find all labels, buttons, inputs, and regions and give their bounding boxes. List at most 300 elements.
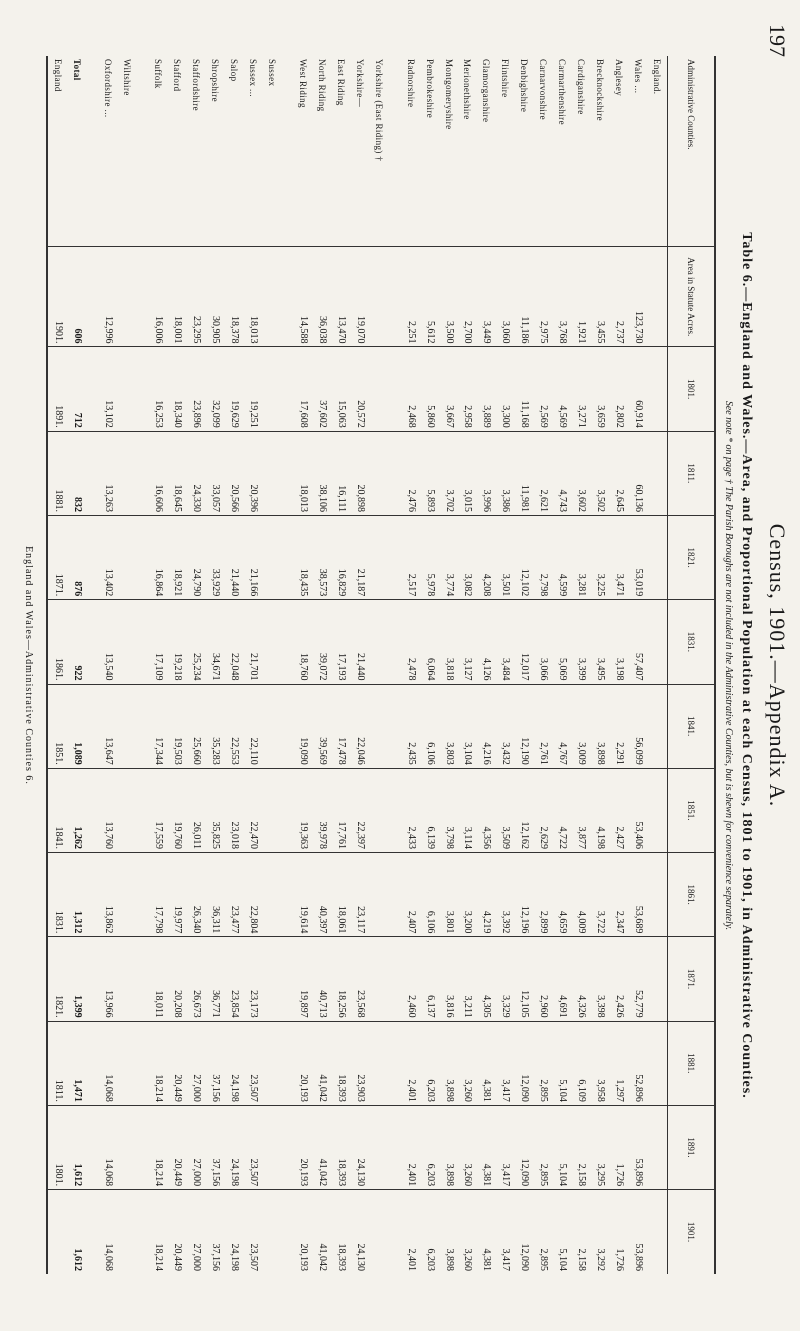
table-row [294,56,313,1274]
cell-value: 1891. [47,347,67,431]
cell-value [118,937,137,1021]
cell-value [648,431,668,515]
cell-value: 22,048 [225,600,244,684]
table-note: See note * on page † The Parish Boroughs are not included in the Administrative Counties, but is shewn for convenience separately. [723,400,734,931]
cell-value: 20,396 [244,431,263,515]
cell-value: 20,208 [168,937,187,1021]
cell-value: 33,057 [206,431,225,515]
column-header: 1841. [668,684,716,768]
cell-value: 24,198 [225,1190,244,1274]
cell-value: 3,260 [458,1021,477,1105]
cell-value [137,515,149,599]
cell-value: 23,507 [244,1105,263,1189]
cell-value [86,1105,98,1189]
cell-value: 23,295 [187,247,206,347]
cell-value: 2,291 [610,684,629,768]
row-label: Oxfordshire ... [103,59,114,118]
cell-value: 20,572 [351,347,370,431]
row-label: Carmarthenshire [557,59,568,125]
cell-value: 21,187 [351,515,370,599]
cell-value [370,1105,389,1189]
cell-value: 3,211 [458,937,477,1021]
cell-value: 4,381 [477,1105,496,1189]
cell-value: 4,691 [553,937,572,1021]
cell-value: 26,673 [187,937,206,1021]
table-header-row [668,56,716,1274]
column-header: Administrative Counties. [668,56,716,247]
row-label: England. [652,59,663,95]
running-title: Census, 1901.—Appendix A. [765,523,790,808]
cell-value: 13,862 [99,853,118,937]
cell-value: 4,326 [572,937,591,1021]
table-row [351,56,370,1274]
cell-value: 4,569 [553,347,572,431]
cell-value: 2,426 [610,937,629,1021]
cell-value [263,937,282,1021]
table-row [477,56,496,1274]
cell-value [263,347,282,431]
cell-value [370,853,389,937]
cell-value: 3,818 [439,600,458,684]
cell-value: 19,760 [168,768,187,852]
cell-value: 19,090 [294,684,313,768]
cell-value [282,347,294,431]
column-header: 1861. [668,853,716,937]
cell-value: 4,722 [553,768,572,852]
cell-value: 27,000 [187,1105,206,1189]
cell-value: 1,262 [67,768,86,852]
table-row [629,56,648,1274]
cell-value: 3,768 [553,247,572,347]
cell-value: 2,569 [534,347,553,431]
cell-value: 13,966 [99,937,118,1021]
cell-value [118,853,137,937]
cell-value: 6,064 [420,600,439,684]
cell-value: 39,072 [313,600,332,684]
cell-value: 13,647 [99,684,118,768]
cell-value: 18,645 [168,431,187,515]
cell-value: 5,104 [553,1105,572,1189]
cell-value: 6,109 [572,1021,591,1105]
cell-value [263,247,282,347]
cell-value: 3,803 [439,684,458,768]
cell-value: 5,104 [553,1190,572,1274]
cell-value [370,431,389,515]
section-heading-row [370,56,389,1274]
cell-value: 3,798 [439,768,458,852]
cell-value: 12,017 [515,600,534,684]
cell-value [137,768,149,852]
cell-value [118,600,137,684]
row-label [86,56,98,247]
cell-value: 26,011 [187,768,206,852]
cell-value: 2,158 [572,1190,591,1274]
cell-value: 3,104 [458,684,477,768]
cell-value: 53,896 [629,1190,648,1274]
cell-value: 35,283 [206,684,225,768]
column-header: Area in Statute Acres. [668,247,716,347]
cell-value: 16,006 [149,247,168,347]
cell-value [86,515,98,599]
cell-value [389,853,401,937]
cell-value [263,515,282,599]
column-header: 1821. [668,515,716,599]
cell-value: 24,198 [225,1105,244,1189]
cell-value: 2,621 [534,431,553,515]
cell-value: 3,702 [439,431,458,515]
cell-value: 1,471 [67,1021,86,1105]
cell-value: 3,774 [439,515,458,599]
row-label: England [47,56,67,247]
table-row [149,56,168,1274]
cell-value: 922 [67,600,86,684]
cell-value: 52,896 [629,1021,648,1105]
cell-value [389,937,401,1021]
cell-value: 22,397 [351,768,370,852]
cell-value: 24,330 [187,431,206,515]
page-footer: England and Wales—Administrative Counties 6. [23,546,34,785]
cell-value: 2,895 [534,1190,553,1274]
cell-value: 3,958 [591,1021,610,1105]
cell-value [648,515,668,599]
cell-value: 20,449 [168,1190,187,1274]
cell-value: 18,760 [294,600,313,684]
cell-value: 21,166 [244,515,263,599]
cell-value: 3,889 [477,347,496,431]
cell-value: 30,905 [206,247,225,347]
cell-value [263,431,282,515]
cell-value: 2,435 [401,684,420,768]
cell-value: 6,106 [420,684,439,768]
cell-value: 12,190 [515,684,534,768]
cell-value: 2,895 [534,1105,553,1189]
cell-value: 3,398 [591,937,610,1021]
cell-value: 16,606 [149,431,168,515]
cell-value: 2,737 [610,247,629,347]
row-label: Denbighshire [519,59,530,113]
cell-value [389,431,401,515]
cell-value: 606 [67,247,86,347]
table-row [420,56,439,1274]
cell-value [137,600,149,684]
cell-value: 60,914 [629,347,648,431]
cell-value: 26,340 [187,853,206,937]
cell-value [118,247,137,347]
cell-value [263,1190,282,1274]
cell-value [137,431,149,515]
cell-value: 23,117 [351,853,370,937]
cell-value: 4,219 [477,853,496,937]
cell-value: 832 [67,431,86,515]
cell-value [263,768,282,852]
cell-value [86,1190,98,1274]
cell-value: 22,804 [244,853,263,937]
cell-value [648,600,668,684]
cell-value: 18,378 [225,247,244,347]
cell-value: 20,193 [294,1021,313,1105]
cell-value: 19,363 [294,768,313,852]
cell-value [47,1190,67,1274]
cell-value [648,1105,668,1189]
table-row [534,56,553,1274]
cell-value: 36,038 [313,247,332,347]
cell-value: 20,898 [351,431,370,515]
cell-value: 21,701 [244,600,263,684]
cell-value: 37,156 [206,1021,225,1105]
cell-value [86,600,98,684]
cell-value: 12,102 [515,515,534,599]
cell-value: 3,816 [439,937,458,1021]
cell-value: 2,895 [534,1021,553,1105]
cell-value: 20,449 [168,1021,187,1105]
column-header: 1901. [668,1190,716,1274]
cell-value: 6,203 [420,1105,439,1189]
table-row [244,56,263,1274]
cell-value: 3,260 [458,1105,477,1189]
cell-value: 37,156 [206,1190,225,1274]
cell-value: 23,854 [225,937,244,1021]
cell-value: 3,722 [591,853,610,937]
cell-value: 12,996 [99,247,118,347]
cell-value: 14,068 [99,1190,118,1274]
cell-value: 3,667 [439,347,458,431]
cell-value: 23,896 [187,347,206,431]
cell-value: 5,612 [420,247,439,347]
row-label: North Riding [317,59,328,112]
cell-value [118,1190,137,1274]
cell-value [648,1021,668,1105]
cell-value: 2,476 [401,431,420,515]
cell-value: 17,761 [332,768,351,852]
column-header: 1851. [668,768,716,852]
row-label: Radnorshire [405,59,416,108]
cell-value: 3,659 [591,347,610,431]
cell-value: 27,000 [187,1021,206,1105]
cell-value: 18,001 [168,247,187,347]
cell-value: 2,401 [401,1190,420,1274]
cell-value [389,247,401,347]
cell-value: 3,898 [439,1021,458,1105]
cell-value: 19,977 [168,853,187,937]
cell-value [648,347,668,431]
cell-value: 16,829 [332,515,351,599]
cell-value: 18,061 [332,853,351,937]
cell-value: 3,295 [591,1105,610,1189]
cell-value: 18,214 [149,1190,168,1274]
row-label: Suffolk [153,59,164,89]
cell-value: 19,614 [294,853,313,937]
section-heading-row [648,56,668,1274]
cell-value [648,853,668,937]
cell-value: 3,502 [591,431,610,515]
cell-value: 12,105 [515,937,534,1021]
cell-value: 2,629 [534,768,553,852]
cell-value: 23,018 [225,768,244,852]
cell-value: 2,802 [610,347,629,431]
cell-value: 3,455 [591,247,610,347]
cell-value: 53,689 [629,853,648,937]
cell-value: 3,898 [591,684,610,768]
cell-value: 38,573 [313,515,332,599]
cell-value: 18,435 [294,515,313,599]
cell-value: 4,126 [477,600,496,684]
cell-value [86,1021,98,1105]
cell-value: 3,898 [439,1105,458,1189]
cell-value: 2,645 [610,431,629,515]
cell-value: 3,015 [458,431,477,515]
cell-value: 12,196 [515,853,534,937]
cell-value: 2,517 [401,515,420,599]
cell-value: 1841. [47,768,67,852]
table-row [168,56,187,1274]
cell-value [118,684,137,768]
spacer-row [282,56,294,1274]
table-title: Table 6.—England and Wales.—Area, and Proportional Population at each Census, 1801 to 1901, in Administrative Counties. [739,232,754,1099]
cell-value: 37,602 [313,347,332,431]
cell-value: 1861. [47,600,67,684]
cell-value: 3,877 [572,768,591,852]
cell-value: 23,568 [351,937,370,1021]
cell-value: 3,009 [572,684,591,768]
cell-value: 60,136 [629,431,648,515]
cell-value [263,1105,282,1189]
cell-value [389,347,401,431]
column-header: 1831. [668,600,716,684]
cell-value: 24,130 [351,1190,370,1274]
cell-value: 18,393 [332,1190,351,1274]
table-row [572,56,591,1274]
cell-value: 17,109 [149,600,168,684]
cell-value [137,684,149,768]
cell-value [137,1190,149,1274]
cell-value: 38,106 [313,431,332,515]
cell-value: 37,156 [206,1105,225,1189]
cell-value: 4,208 [477,515,496,599]
cell-value [137,937,149,1021]
cell-value: 53,406 [629,768,648,852]
cell-value: 3,501 [496,515,515,599]
row-label: Staffordshire [191,59,202,112]
cell-value: 1,612 [67,1105,86,1189]
table-row [99,56,118,1274]
cell-value: 14,068 [99,1021,118,1105]
cell-value: 3,432 [496,684,515,768]
cell-value: 27,000 [187,1190,206,1274]
cell-value: 24,198 [225,1021,244,1105]
cell-value: 53,896 [629,1105,648,1189]
table-row [515,56,534,1274]
cell-value [389,600,401,684]
cell-value: 39,978 [313,768,332,852]
table-row [187,56,206,1274]
cell-value [263,853,282,937]
cell-value: 19,218 [168,600,187,684]
table-row [591,56,610,1274]
cell-value: 3,260 [458,1190,477,1274]
cell-value: 56,099 [629,684,648,768]
cell-value: 1,399 [67,937,86,1021]
cell-value: 5,860 [420,347,439,431]
column-header: 1871. [668,937,716,1021]
cell-value: 3,602 [572,431,591,515]
section-heading-row [118,56,137,1274]
cell-value: 5,893 [420,431,439,515]
cell-value: 3,898 [439,1190,458,1274]
cell-value: 18,013 [294,431,313,515]
cell-value [370,600,389,684]
cell-value: 52,779 [629,937,648,1021]
cell-value: 1,312 [67,853,86,937]
row-label: Merionethshire [462,59,473,120]
column-header: 1881. [668,1021,716,1105]
row-label: Glamorganshire [481,59,492,123]
cell-value: 17,559 [149,768,168,852]
cell-value: 4,305 [477,937,496,1021]
row-label: Sussex [267,59,278,87]
cell-value: 5,069 [553,600,572,684]
row-label: Wales ... [633,59,644,94]
cell-value: 6,139 [420,768,439,852]
cell-value: 3,399 [572,600,591,684]
cell-value [282,1190,294,1274]
table-row [225,56,244,1274]
cell-value: 2,899 [534,853,553,937]
cell-value: 3,386 [496,431,515,515]
running-header [766,0,792,1331]
cell-value: 5,978 [420,515,439,599]
cell-value: 3,225 [591,515,610,599]
row-label: Total [71,59,82,81]
row-label: Shropshire [210,59,221,102]
cell-value: 2,401 [401,1021,420,1105]
cell-value: 4,659 [553,853,572,937]
cell-value: 3,996 [477,431,496,515]
cell-value [370,247,389,347]
cell-value: 2,407 [401,853,420,937]
cell-value: 2,798 [534,515,553,599]
cell-value: 17,478 [332,684,351,768]
cell-value [648,247,668,347]
cell-value [86,684,98,768]
table-row [496,56,515,1274]
row-label: Pembrokeshire [424,59,435,119]
cell-value: 41,042 [313,1105,332,1189]
cell-value: 32,099 [206,347,225,431]
cell-value: 2,401 [401,1105,420,1189]
cell-value [282,1021,294,1105]
cell-value: 3,300 [496,347,515,431]
cell-value [86,247,98,347]
cell-value: 19,503 [168,684,187,768]
cell-value: 41,042 [313,1190,332,1274]
cell-value: 1,297 [610,1021,629,1105]
spacer-row [137,56,149,1274]
cell-value [118,768,137,852]
cell-value: 123,730 [629,247,648,347]
cell-value: 6,106 [420,853,439,937]
cell-value [389,515,401,599]
cell-value [370,515,389,599]
cell-value: 2,347 [610,853,629,937]
cell-value: 12,090 [515,1105,534,1189]
cell-value: 1821. [47,937,67,1021]
cell-value: 21,440 [225,515,244,599]
cell-value [370,937,389,1021]
cell-value: 3,198 [610,600,629,684]
cell-value: 19,897 [294,937,313,1021]
cell-value: 6,137 [420,937,439,1021]
cell-value [282,768,294,852]
